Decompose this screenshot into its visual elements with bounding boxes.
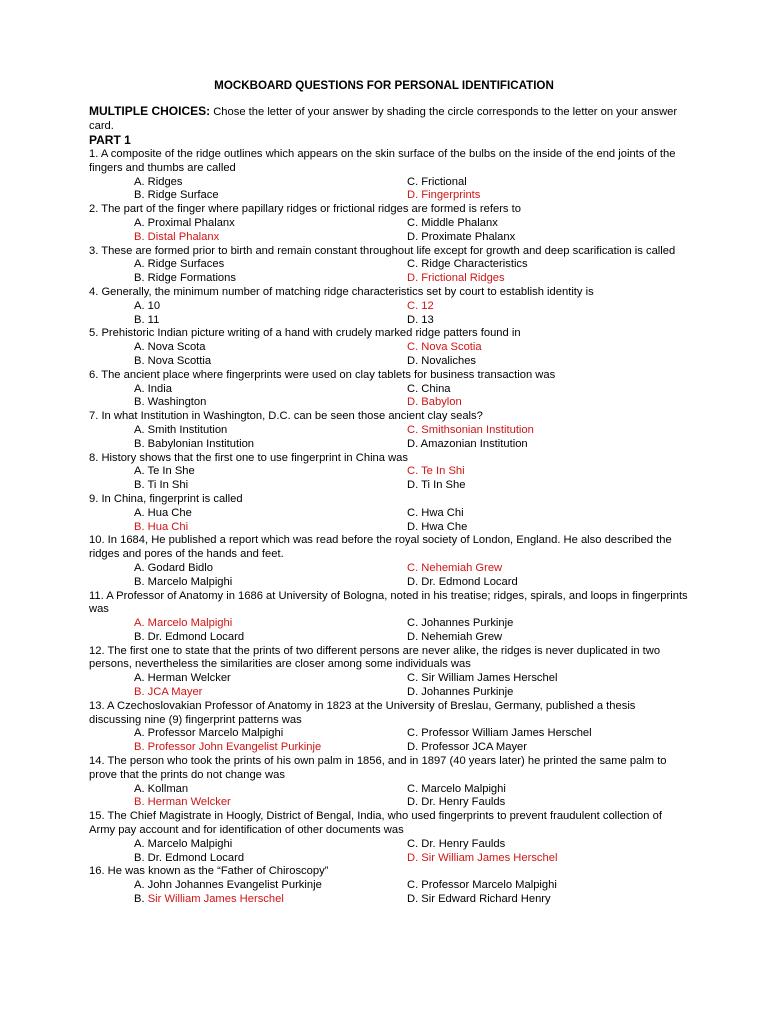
option-row (89, 217, 689, 231)
answer-option: C. Frictional (407, 175, 467, 188)
answer-option: B. Washington (134, 396, 207, 409)
answer-option-correct (134, 893, 407, 907)
answer-option-correct: C. Smithsonian Institution (407, 423, 534, 436)
option-row (89, 617, 689, 631)
question-item (89, 245, 689, 286)
question-list (89, 148, 689, 907)
option-answer-text: Sir William James Herschel (147, 893, 284, 906)
question-item (89, 493, 689, 534)
option-row (89, 686, 689, 700)
question-item (89, 755, 689, 810)
answer-option: B. Dr. Edmond Locard (134, 630, 245, 643)
question-text: 16. He was known as the “Father of Chiroscopy” (89, 865, 329, 878)
answer-option: B. Babylonian Institution (134, 437, 255, 450)
answer-option: D. Johannes Purkinje (407, 686, 514, 699)
answer-option: B. Ridge Formations (134, 272, 236, 285)
answer-option-correct: B. Professor John Evangelist Purkinje (134, 741, 322, 754)
answer-option: B. Nova Scottia (134, 354, 212, 367)
answer-option: C. Sir William James Herschel (407, 672, 558, 685)
answer-option: A. Smith Institution (134, 423, 228, 436)
answer-option: D. Amazonian Institution (407, 437, 528, 450)
option-row (89, 189, 689, 203)
question-text: 15. The Chief Magistrate in Hoogly, District of Bengal, India, who used fingerprints to prevent fraudulent collection of Army pay account and for identification of other documents was (89, 810, 662, 837)
option-row (89, 396, 689, 410)
answer-option: B. Dr. Edmond Locard (134, 851, 245, 864)
part-heading: PART 1 (89, 133, 131, 147)
option-row (89, 176, 689, 190)
question-text: 2. The part of the finger where papillary ridges or frictional ridges are formed is refers to (89, 203, 521, 216)
answer-option: A. Proximal Phalanx (134, 216, 235, 229)
answer-option: A. Herman Welcker (134, 672, 231, 685)
answer-option: A. Professor Marcelo Malpighi (134, 727, 284, 740)
instructions (89, 105, 689, 134)
answer-option: A. Ridges (134, 175, 183, 188)
question-text: 12. The first one to state that the prints of two different persons are never alike, the ridges is never duplicated in two persons, nevertheless the similarities are closer among some individuals was (89, 644, 661, 671)
answer-option: D. Sir Edward Richard Henry (407, 893, 551, 906)
answer-option-correct: C. Nova Scotia (407, 341, 482, 354)
question-item (89, 810, 689, 865)
option-letter: B. (134, 893, 148, 906)
question-item (89, 369, 689, 410)
option-row (89, 672, 689, 686)
answer-option: C. Dr. Henry Faulds (407, 837, 506, 850)
answer-option: A. Nova Scota (134, 341, 206, 354)
answer-option-correct: D. Fingerprints (407, 189, 481, 202)
option-row (89, 631, 689, 645)
question-text: 8. History shows that the first one to use fingerprint in China was (89, 451, 408, 464)
option-row (89, 383, 689, 397)
answer-option: A. India (134, 382, 172, 395)
question-text: 11. A Professor of Anatomy in 1686 at University of Bologna, noted in his treatise; ridges, spirals, and loops in fingerprints was (89, 589, 688, 616)
option-row (89, 521, 689, 535)
answer-option-correct: D. Frictional Ridges (407, 272, 505, 285)
answer-option: D. Nehemiah Grew (407, 630, 503, 643)
option-row (89, 438, 689, 452)
answer-option: A. Marcelo Malpighi (134, 837, 233, 850)
question-text: 13. A Czechoslovakian Professor of Anatomy in 1823 at the University of Breslau, Germany, published a thesis discussing nine (9) fingerprint patterns was (89, 699, 636, 726)
question-item (89, 452, 689, 493)
question-item (89, 590, 689, 645)
option-row (89, 258, 689, 272)
option-row (89, 355, 689, 369)
option-row (89, 300, 689, 314)
option-row (89, 314, 689, 328)
answer-option: C. Johannes Purkinje (407, 617, 514, 630)
option-row (89, 893, 689, 907)
answer-option: A. 10 (134, 299, 161, 312)
answer-option-correct: C. Nehemiah Grew (407, 561, 503, 574)
answer-option: B. Ti In Shi (134, 479, 189, 492)
option-row (89, 796, 689, 810)
question-text: 6. The ancient place where fingerprints were used on clay tablets for business transaction was (89, 368, 556, 381)
question-item (89, 410, 689, 451)
option-row (89, 507, 689, 521)
answer-option-correct: D. Babylon (407, 396, 462, 409)
answer-option: C. Ridge Characteristics (407, 258, 528, 271)
answer-option: A. Kollman (134, 782, 189, 795)
instructions-text: Chose the letter of your answer by shading the circle corresponds to the letter on your answer card. (89, 106, 678, 132)
option-row (89, 838, 689, 852)
question-text: 10. In 1684, He published a report which was read before the royal society of London, England. He also described the ridges and pores of the hands and feet. (89, 534, 672, 561)
option-row (89, 465, 689, 479)
answer-option: A. Godard Bidlo (134, 561, 213, 574)
answer-option: C. Middle Phalanx (407, 216, 498, 229)
answer-option: C. China (407, 382, 451, 395)
question-item (89, 534, 689, 589)
answer-option: B. 11 (134, 313, 160, 326)
answer-option: C. Marcelo Malpighi (407, 782, 506, 795)
option-row (89, 852, 689, 866)
question-item (89, 645, 689, 700)
answer-option: A. Te In She (134, 465, 195, 478)
answer-option: C. Professor Marcelo Malpighi (407, 879, 557, 892)
option-row (89, 562, 689, 576)
option-row (89, 479, 689, 493)
answer-option: C. Hwa Chi (407, 506, 464, 519)
answer-option: D. Dr. Edmond Locard (407, 575, 518, 588)
answer-option: A. Hua Che (134, 506, 192, 519)
page-title: MOCKBOARD QUESTIONS FOR PERSONAL IDENTIFICATION (214, 79, 554, 92)
question-item (89, 700, 689, 755)
question-item (89, 286, 689, 327)
answer-option: B. Marcelo Malpighi (134, 575, 233, 588)
option-row (89, 231, 689, 245)
instructions-label: MULTIPLE CHOICES: (89, 104, 211, 118)
answer-option: D. Proximate Phalanx (407, 230, 516, 243)
option-row (89, 879, 689, 893)
answer-option: D. Dr. Henry Faulds (407, 796, 506, 809)
option-row (89, 424, 689, 438)
answer-option: D. 13 (407, 313, 434, 326)
answer-option-correct: D. Sir William James Herschel (407, 851, 558, 864)
question-text: 3. These are formed prior to birth and remain constant throughout life except for growth and deep scarification is called (89, 244, 676, 257)
question-text: 4. Generally, the minimum number of matching ridge characteristics set by court to establish identity is (89, 285, 594, 298)
answer-option: D. Ti In She (407, 479, 466, 492)
question-text: 5. Prehistoric Indian picture writing of a hand with crudely marked ridge patters found in (89, 327, 521, 340)
question-text: 9. In China, fingerprint is called (89, 492, 243, 505)
answer-option-correct: B. Hua Chi (134, 520, 189, 533)
option-row (89, 576, 689, 590)
answer-option: D. Hwa Che (407, 520, 468, 533)
answer-option-correct: A. Marcelo Malpighi (134, 617, 233, 630)
question-text: 7. In what Institution in Washington, D.C. can be seen those ancient clay seals? (89, 410, 483, 423)
question-item (89, 327, 689, 368)
answer-option: A. Ridge Surfaces (134, 258, 225, 271)
option-row (89, 272, 689, 286)
answer-option: D. Professor JCA Mayer (407, 741, 527, 754)
option-row (89, 341, 689, 355)
answer-option-correct: B. JCA Mayer (134, 686, 203, 699)
answer-option-correct: B. Herman Welcker (134, 796, 231, 809)
answer-option-correct: C. Te In Shi (407, 465, 465, 478)
question-item (89, 865, 689, 906)
question-text: 1. A composite of the ridge outlines which appears on the skin surface of the bulbs on the inside of the end joints of the fingers and thumbs are called (89, 148, 676, 174)
question-text: 14. The person who took the prints of his own palm in 1856, and in 1897 (40 years later) he printed the same palm to prove that the prints do not change was (89, 755, 667, 781)
question-item (89, 203, 689, 244)
answer-option: D. Novaliches (407, 354, 477, 367)
answer-option-correct: B. Distal Phalanx (134, 230, 220, 243)
answer-option: B. Ridge Surface (134, 189, 219, 202)
option-row (89, 727, 689, 741)
answer-option: C. Professor William James Herschel (407, 727, 592, 740)
answer-option: A. John Johannes Evangelist Purkinje (134, 879, 322, 892)
question-item (89, 148, 689, 203)
answer-option-correct: C. 12 (407, 299, 434, 312)
option-row (89, 783, 689, 797)
option-row (89, 741, 689, 755)
